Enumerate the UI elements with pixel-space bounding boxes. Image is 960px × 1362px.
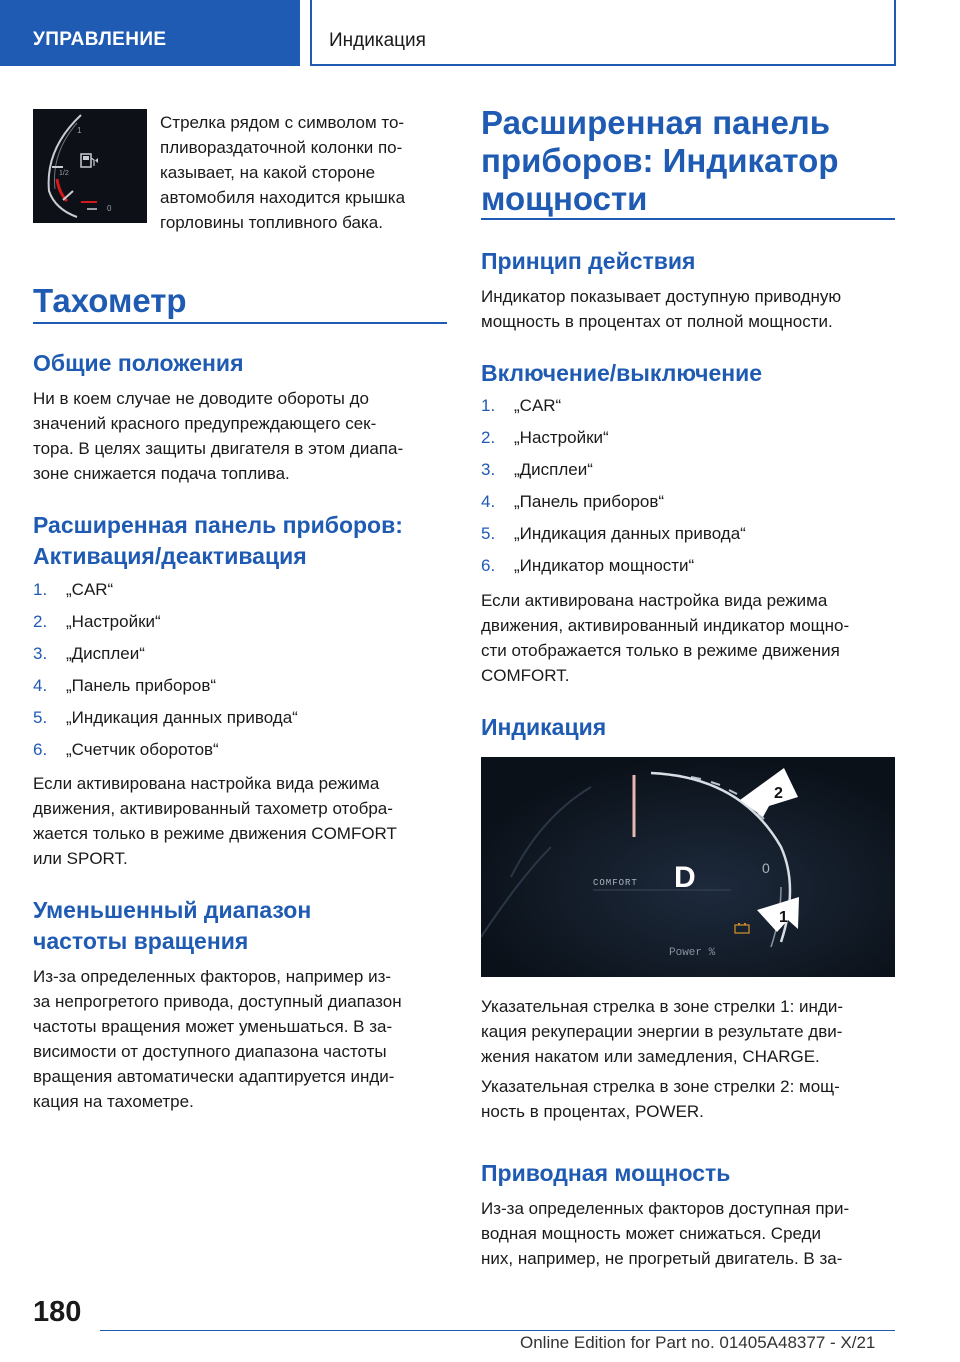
svg-text:1: 1 [779, 909, 788, 926]
principle-heading: Принцип действия [481, 248, 696, 274]
list-item: 1. „CAR“ [481, 396, 562, 415]
onoff-note: Если активирована настройка вида режима движения, активированный индикатор мощно- сти отображается только в режиме движения COMFORT. [481, 591, 850, 685]
title-rule [33, 322, 447, 324]
footer-edition: Online Edition for Part no. 01405A48377 - X/21 [520, 1333, 876, 1352]
drive-power-heading: Приводная мощность [481, 1160, 731, 1186]
drive-power-text: Из-за определенных факторов доступная при- водная мощность может снижаться. Среди них, например, не прогретый двигатель. В за- [481, 1199, 850, 1268]
power-percent-label: Power % [669, 947, 716, 959]
list-item: 4. „Панель приборов“ [33, 676, 217, 695]
list-item: 3. „Дисплеи“ [33, 644, 145, 663]
arrow2-text: Указательная стрелка в зоне стрелки 2: мощ- ность в процентах, POWER. [481, 1077, 840, 1121]
onoff-heading: Включение/выключение [481, 360, 763, 386]
arrow1-text: Указательная стрелка в зоне стрелки 1: инди- кация рекуперации энергии в результате дви- жения накатом или замедления, CHARGE. [481, 997, 844, 1066]
fuel-gauge-image [33, 109, 147, 223]
drive-mode-label: COMFORT [593, 878, 638, 888]
fuel-scale-half: 1/2 [59, 170, 69, 177]
gear-indicator: D [674, 861, 696, 894]
general-heading: Общие положения [33, 350, 244, 376]
fuel-caption: Стрелка рядом с символом то- пливораздаточной колонки по- казывает, на какой стороне автомобиля находится крышка горловины топливного бака. [160, 113, 406, 232]
topic-tab [310, 0, 896, 66]
gauge-zero-label: 0 [762, 860, 770, 876]
list-item: 3. „Дисплеи“ [481, 460, 593, 479]
power-meter-dashboard-image [481, 757, 895, 977]
footer-rule [100, 1330, 895, 1331]
list-item: 5. „Индикация данных привода“ [481, 524, 746, 543]
power-steps-list [481, 390, 746, 582]
tacho-steps-list [33, 574, 298, 766]
activation-heading: Расширенная панель приборов: Активация/деактивация [33, 512, 403, 569]
activation-note: Если активирована настройка вида режима движения, активированный тахометр отобра- жается только в режиме движения COMFORT или SPORT. [33, 774, 397, 868]
tachometer-title: Тахометр [33, 282, 187, 319]
section-title: УПРАВЛЕНИЕ [33, 29, 167, 50]
list-item: 2. „Настройки“ [33, 612, 161, 631]
list-item: 6. „Счетчик оборотов“ [33, 740, 219, 759]
list-item: 5. „Индикация данных привода“ [33, 708, 298, 727]
svg-text:2: 2 [774, 785, 783, 802]
list-item: 2. „Настройки“ [481, 428, 609, 447]
reduced-range-text: Из-за определенных факторов, например из- за непрогретого привода, доступный диапазон частоты вращения может уменьшаться. В за- висимости от доступного диапазона частоты вращения автоматически адаптируется инди- кация на тахометре. [33, 967, 402, 1111]
principle-text: Индикатор показывает доступную приводную мощность в процентах от полной мощности. [481, 287, 842, 331]
reduced-range-heading: Уменьшенный диапазон частоты вращения [33, 897, 312, 954]
list-item: 1. „CAR“ [33, 580, 114, 599]
page-number: 180 [33, 1296, 82, 1328]
title-rule [481, 218, 895, 220]
general-text: Ни в коем случае не доводите обороты до значений красного предупреждающего сек- тора. В целях защиты двигателя в этом диапа- зоне снижается подача топлива. [33, 389, 404, 483]
power-meter-title: Расширенная панель приборов: Индикатор мощности [481, 104, 839, 217]
list-item: 6. „Индикатор мощности“ [481, 556, 695, 575]
section-tab [0, 0, 300, 66]
topic-title: Индикация [329, 30, 426, 51]
display-heading: Индикация [481, 714, 607, 740]
list-item: 4. „Панель приборов“ [481, 492, 665, 511]
fuel-scale-empty: 0 [107, 204, 112, 213]
fuel-scale-full: 1 [77, 126, 82, 135]
